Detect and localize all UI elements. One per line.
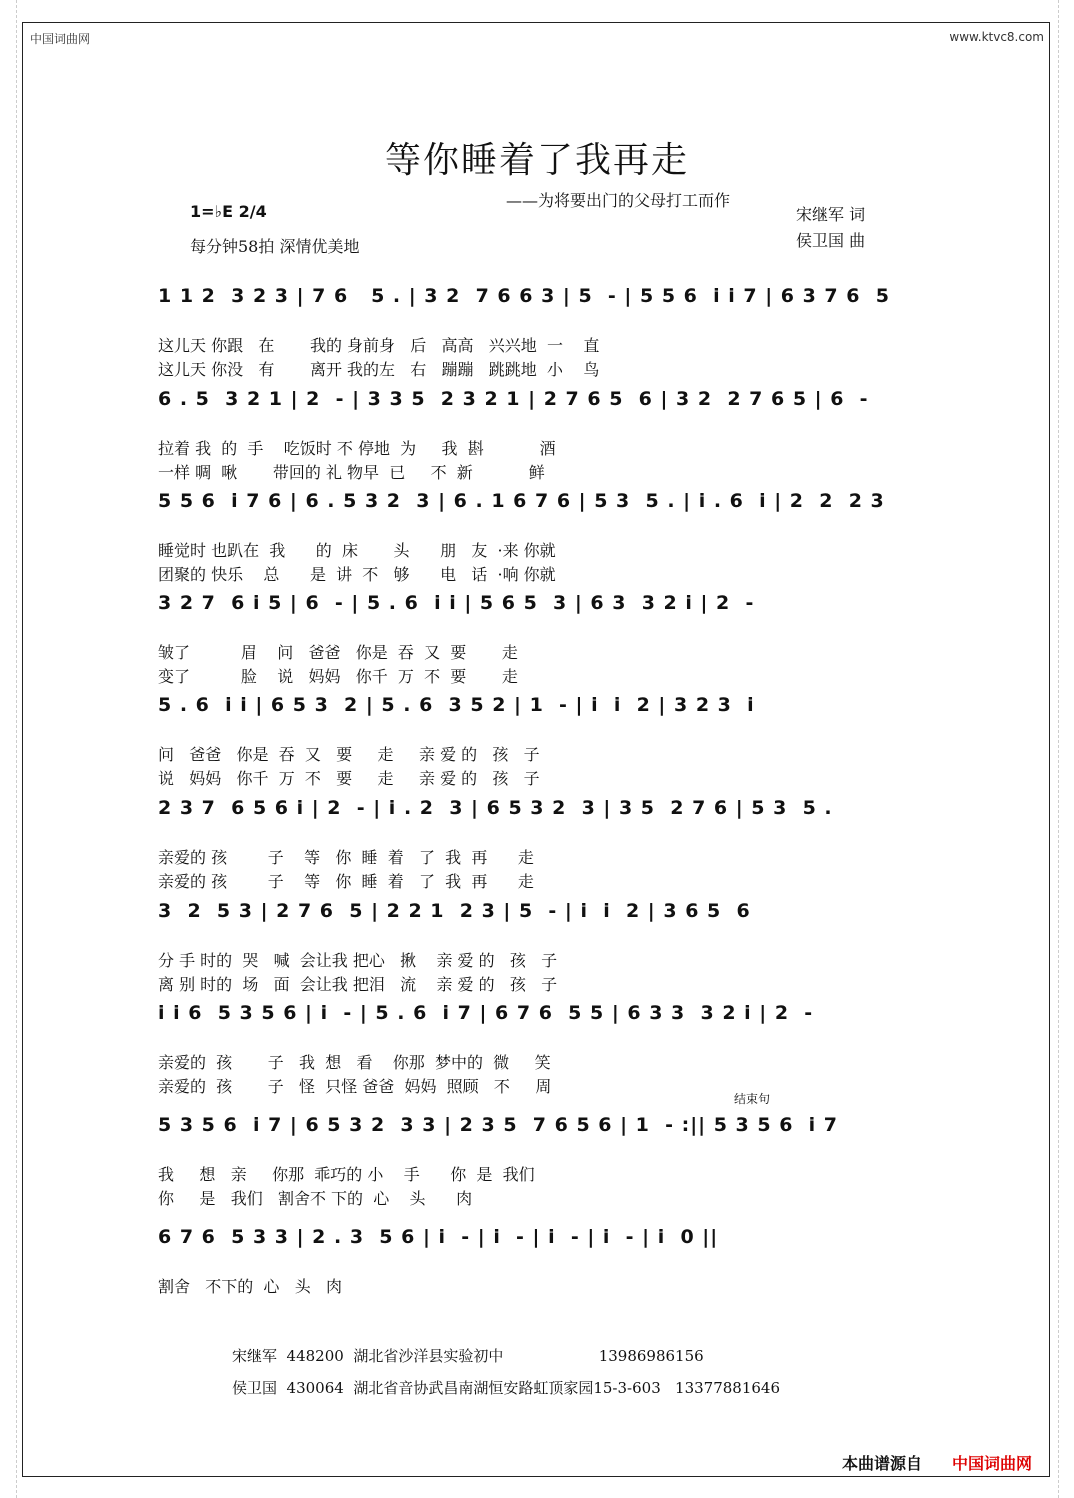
lyric-row: 皱了 眉 问 爸爸 你是 吞 又 要 走 bbox=[158, 643, 518, 662]
score-line bbox=[158, 1002, 894, 1112]
footer-contact-2: 侯卫国 430064 湖北省音协武昌南湖恒安路虹顶家园15-3-603 13377881646 bbox=[232, 1379, 781, 1397]
lyric-row: 一样 啁 啾 带回的 礼 物早 已 不 新 鲜 bbox=[158, 463, 545, 482]
score-line bbox=[158, 797, 894, 907]
score-line bbox=[158, 285, 894, 395]
lyric-row: 这儿天 你没 有 离开 我的左 右 蹦蹦 跳跳地 小 鸟 bbox=[158, 360, 600, 379]
ending-label: 结束句 bbox=[734, 1092, 771, 1106]
score-line bbox=[158, 1226, 894, 1336]
lyric-row: 这儿天 你跟 在 我的 身前身 后 高高 兴兴地 一 直 bbox=[158, 336, 600, 355]
composer: 侯卫国 曲 bbox=[796, 231, 866, 250]
score-line bbox=[158, 694, 894, 804]
site-name-left: 中国词曲网 bbox=[30, 32, 91, 46]
tempo-marking: 每分钟58拍 深情优美地 bbox=[190, 237, 360, 256]
notation-row: 2 3 7 6 5 6 i | 2 - | i . 2 3 | 6 5 3 2 3 | 3 5 2 7 6 | 5 3 5 . bbox=[158, 797, 833, 819]
score-line bbox=[158, 388, 894, 498]
lyric-row: 我 想 亲 你那 乖巧的 小 手 你 是 我们 bbox=[158, 1165, 535, 1184]
notation-row: 3 2 5 3 | 2 7 6 5 | 2 2 1 2 3 | 5 - | i i 2 | 3 6 5 6 bbox=[158, 900, 751, 922]
lyric-row: 亲爱的 孩 子 等 你 睡 着 了 我 再 走 bbox=[158, 848, 534, 867]
footer-contact-1: 宋继军 448200 湖北省沙洋县实验初中 13986986156 bbox=[232, 1347, 704, 1365]
score-line bbox=[158, 592, 894, 702]
song-subtitle: ——为将要出门的父母打工而作 bbox=[506, 191, 731, 210]
source-label: 本曲谱源自 bbox=[842, 1454, 923, 1473]
lyric-row: 割舍 不下的 心 头 肉 bbox=[158, 1277, 342, 1296]
notation-row: 5 3 5 6 i 7 | 6 5 3 2 3 3 | 2 3 5 7 6 5 6 | 1 - :|| 5 3 5 6 i 7 bbox=[158, 1114, 839, 1136]
notation-row: i i 6 5 3 5 6 | i - | 5 . 6 i 7 | 6 7 6 5 5 | 6 3 3 3 2 i | 2 - bbox=[158, 1002, 814, 1024]
lyric-row: 分 手 时的 哭 喊 会让我 把心 揪 亲 爱 的 孩 子 bbox=[158, 951, 558, 970]
notation-row: 5 . 6 i i | 6 5 3 2 | 5 . 6 3 5 2 | 1 - | i i 2 | 3 2 3 i bbox=[158, 694, 755, 716]
notation-row: 6 . 5 3 2 1 | 2 - | 3 3 5 2 3 2 1 | 2 7 6 5 6 | 3 2 2 7 6 5 | 6 - bbox=[158, 388, 869, 410]
lyric-row: 问 爸爸 你是 吞 又 要 走 亲 爱 的 孩 子 bbox=[158, 745, 540, 764]
song-title: 等你睡着了我再走 bbox=[384, 140, 689, 181]
site-url-right[interactable]: www.ktvc8.com bbox=[949, 30, 1044, 44]
lyric-row: 睡觉时 也趴在 我 的 床 头 朋 友 ·来 你就 bbox=[158, 541, 556, 560]
key-signature: 1=♭E 2/4 bbox=[190, 202, 267, 221]
lyric-row: 拉着 我 的 手 吃饭时 不 停地 为 我 斟 酒 bbox=[158, 439, 556, 458]
score-line bbox=[158, 900, 894, 1010]
lyric-row: 团聚的 快乐 总 是 讲 不 够 电 话 ·响 你就 bbox=[158, 565, 556, 584]
lyric-row: 你 是 我们 割舍不 下的 心 头 肉 bbox=[158, 1189, 473, 1208]
lyric-row: 变了 脸 说 妈妈 你千 万 不 要 走 bbox=[158, 667, 518, 686]
score-line bbox=[158, 490, 894, 600]
notation-row: 5 5 6 i 7 6 | 6 . 5 3 2 3 | 6 . 1 6 7 6 | 5 3 5 . | i . 6 i | 2 2 2 3 bbox=[158, 490, 885, 512]
notation-row: 1 1 2 3 2 3 | 7 6 5 . | 3 2 7 6 6 3 | 5 - | 5 5 6 i i 7 | 6 3 7 6 5 bbox=[158, 285, 890, 307]
lyric-row: 说 妈妈 你千 万 不 要 走 亲 爱 的 孩 子 bbox=[158, 769, 540, 788]
notation-row: 6 7 6 5 3 3 | 2 . 3 5 6 | i - | i - | i - | i - | i 0 || bbox=[158, 1226, 719, 1248]
score-line bbox=[158, 1114, 894, 1224]
lyricist: 宋继军 词 bbox=[796, 205, 866, 224]
notation-row: 3 2 7 6 i 5 | 6 - | 5 . 6 i i | 5 6 5 3 | 6 3 3 2 i | 2 - bbox=[158, 592, 755, 614]
lyric-row: 亲爱的 孩 子 我 想 看 你那 梦中的 微 笑 bbox=[158, 1053, 551, 1072]
lyric-row: 亲爱的 孩 子 等 你 睡 着 了 我 再 走 bbox=[158, 872, 534, 891]
lyric-row: 亲爱的 孩 子 怪 只怪 爸爸 妈妈 照顾 不 周 bbox=[158, 1077, 552, 1096]
source-site[interactable]: 中国词曲网 bbox=[952, 1454, 1033, 1473]
lyric-row: 离 别 时的 场 面 会让我 把泪 流 亲 爱 的 孩 子 bbox=[158, 975, 558, 994]
